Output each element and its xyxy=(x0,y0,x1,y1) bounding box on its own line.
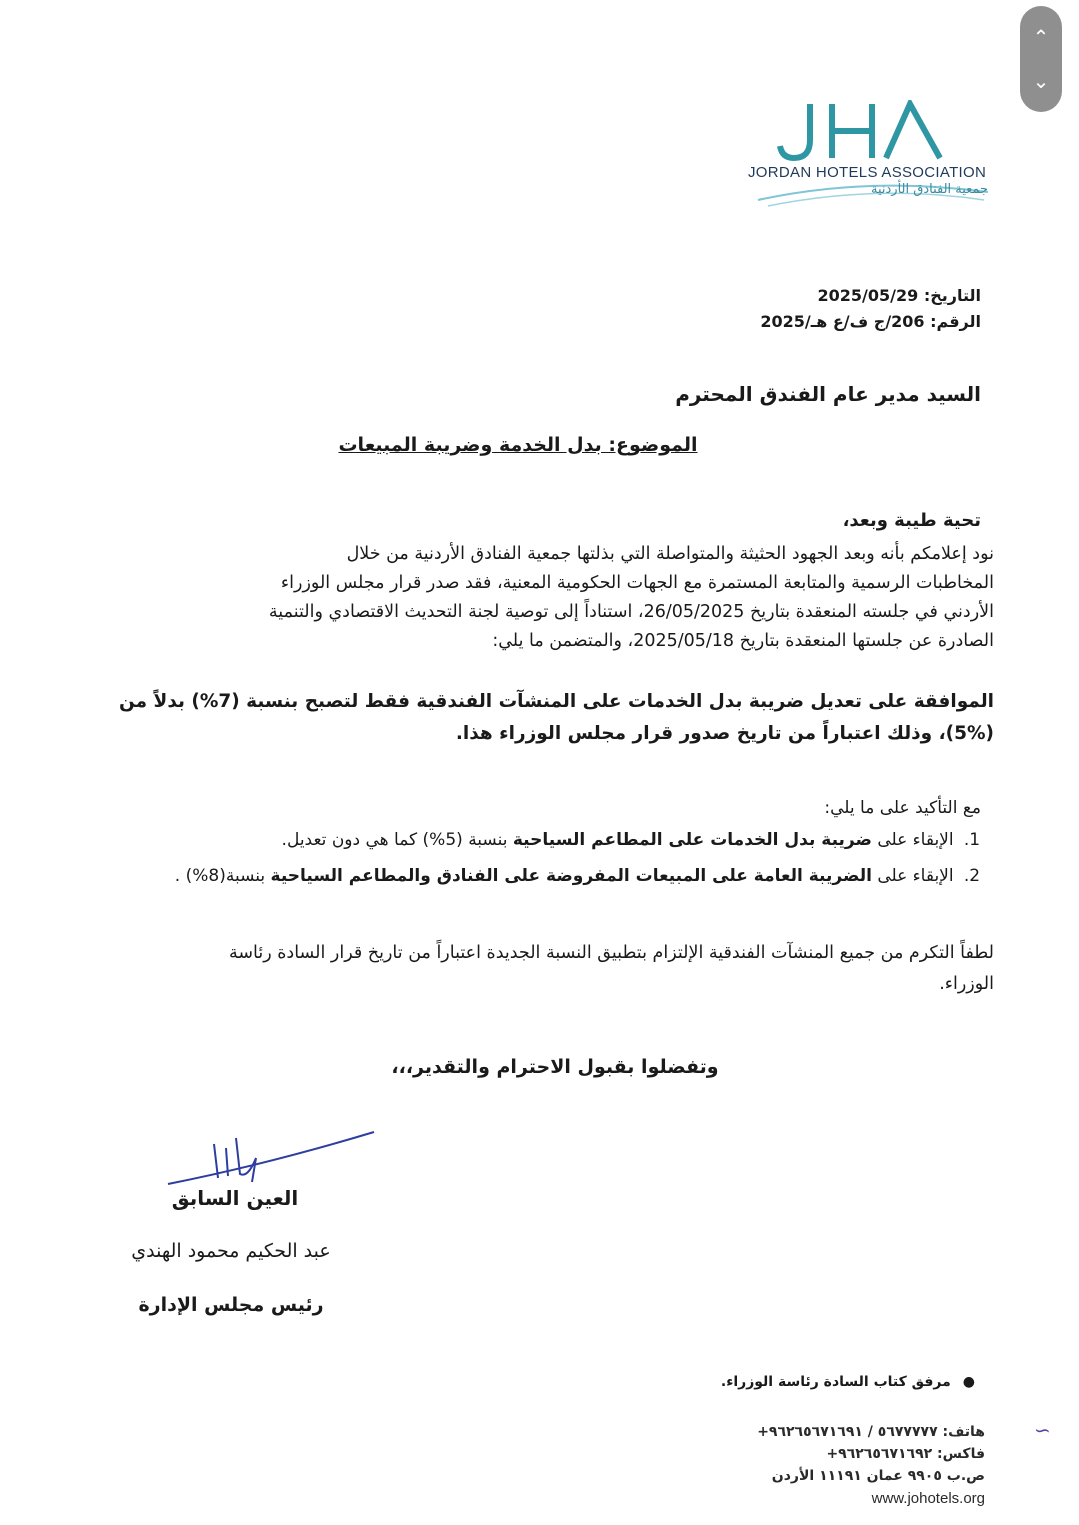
attachment-text: مرفق كتاب السادة رئاسة الوزراء. xyxy=(720,1374,951,1390)
footer-po-box: ص.ب ٩٩٠٥ عمان ١١١٩١ الأردن xyxy=(771,1468,985,1484)
body-line: الأردني في جلسته المنعقدة بتاريخ 26/05/2025، استناداً إلى توصية لجنة التحديث الاقتصادي والتنمية xyxy=(268,602,994,622)
page-scroll-control[interactable] xyxy=(1020,6,1062,112)
footer-phone: هاتف: ٥٦٧٧٧٧٧ / ٩٦٢٦٥٦٧١٦٩١+ xyxy=(757,1424,985,1440)
body-line: نود إعلامكم بأنه وبعد الجهود الحثيثة والمتواصلة التي بذلتها جمعية الفنادق الأردنية من خلال xyxy=(346,544,994,564)
letter-subject: الموضوع: بدل الخدمة وضريبة المبيعات xyxy=(338,434,698,456)
logo-english-name: JORDAN HOTELS ASSOCIATION xyxy=(748,164,987,181)
affirm-bold-text: الضريبة العامة على المبيعات المفروضة على الفنادق والمطاعم السياحية xyxy=(270,866,872,886)
logo-arabic-name: جمعية الفنادق الأردنية xyxy=(871,182,988,197)
body-line: المخاطبات الرسمية والمتابعة المستمرة مع الجهات الحكومية المعنية، فقد صدر قرار مجلس الوزراء xyxy=(280,573,994,593)
addressee: السيد مدير عام الفندق المحترم xyxy=(675,382,981,406)
decision-paragraph xyxy=(106,686,994,750)
footer-fax: فاكس: ٩٦٢٦٥٦٧١٦٩٢+ xyxy=(826,1446,985,1462)
affirm-item-2 xyxy=(175,866,985,886)
footer-ink-mark: ∽ xyxy=(1034,1418,1051,1442)
closing-line: وتفضلوا بقبول الاحترام والتقدير،،، xyxy=(391,1056,719,1078)
affirm-item-1 xyxy=(282,830,985,850)
bullet-icon: ● xyxy=(962,1374,975,1390)
list-number: 1. xyxy=(963,830,981,850)
affirm-text: بنسبة(8%) . xyxy=(174,866,271,886)
signatory-role: رئيس مجلس الإدارة xyxy=(138,1294,324,1316)
body-paragraph xyxy=(106,540,994,656)
signatory-name: عبد الحكيم محمود الهندي xyxy=(131,1240,331,1262)
list-number: 2. xyxy=(963,866,981,886)
affirm-text: بنسبة (5%) كما هي دون تعديل. xyxy=(281,830,513,850)
attachment-note xyxy=(721,1374,975,1390)
request-line: الوزراء. xyxy=(939,974,994,994)
affirm-intro: مع التأكيد على ما يلي: xyxy=(824,798,981,818)
letter-date: التاريخ: 2025/05/29 xyxy=(817,286,981,305)
decision-line: (5%)، وذلك اعتباراً من تاريخ صدور قرار مجلس الوزراء هذا. xyxy=(455,723,994,744)
chevron-up-icon[interactable]: ⌃ xyxy=(1032,25,1050,49)
greeting: تحية طيبة وبعد، xyxy=(842,510,981,531)
decision-line: الموافقة على تعديل ضريبة بدل الخدمات على المنشآت الفندقية فقط لتصبح بنسبة (7%) بدلاً من xyxy=(119,691,994,712)
affirm-text: الإبقاء على xyxy=(871,830,954,850)
request-line: لطفاً التكرم من جميع المنشآت الفندقية الإلتزام بتطبيق النسبة الجديدة اعتباراً من تاريخ قرار السادة رئاسة xyxy=(228,943,994,963)
affirm-text: الإبقاء على xyxy=(871,866,954,886)
handwritten-signature xyxy=(148,1128,378,1190)
affirm-bold-text: ضريبة بدل الخدمات على المطاعم السياحية xyxy=(512,830,872,850)
request-paragraph xyxy=(106,938,994,1000)
footer-website[interactable]: www.johotels.org xyxy=(871,1490,985,1507)
signatory-title: العين السابق xyxy=(171,1186,299,1210)
body-line: الصادرة عن جلستها المنعقدة بتاريخ 2025/05/18، والمتضمن ما يلي: xyxy=(492,631,994,651)
chevron-down-icon[interactable]: ⌄ xyxy=(1032,69,1050,93)
letter-reference: الرقم: 206/ج ف/ع هـ/2025 xyxy=(760,312,981,331)
